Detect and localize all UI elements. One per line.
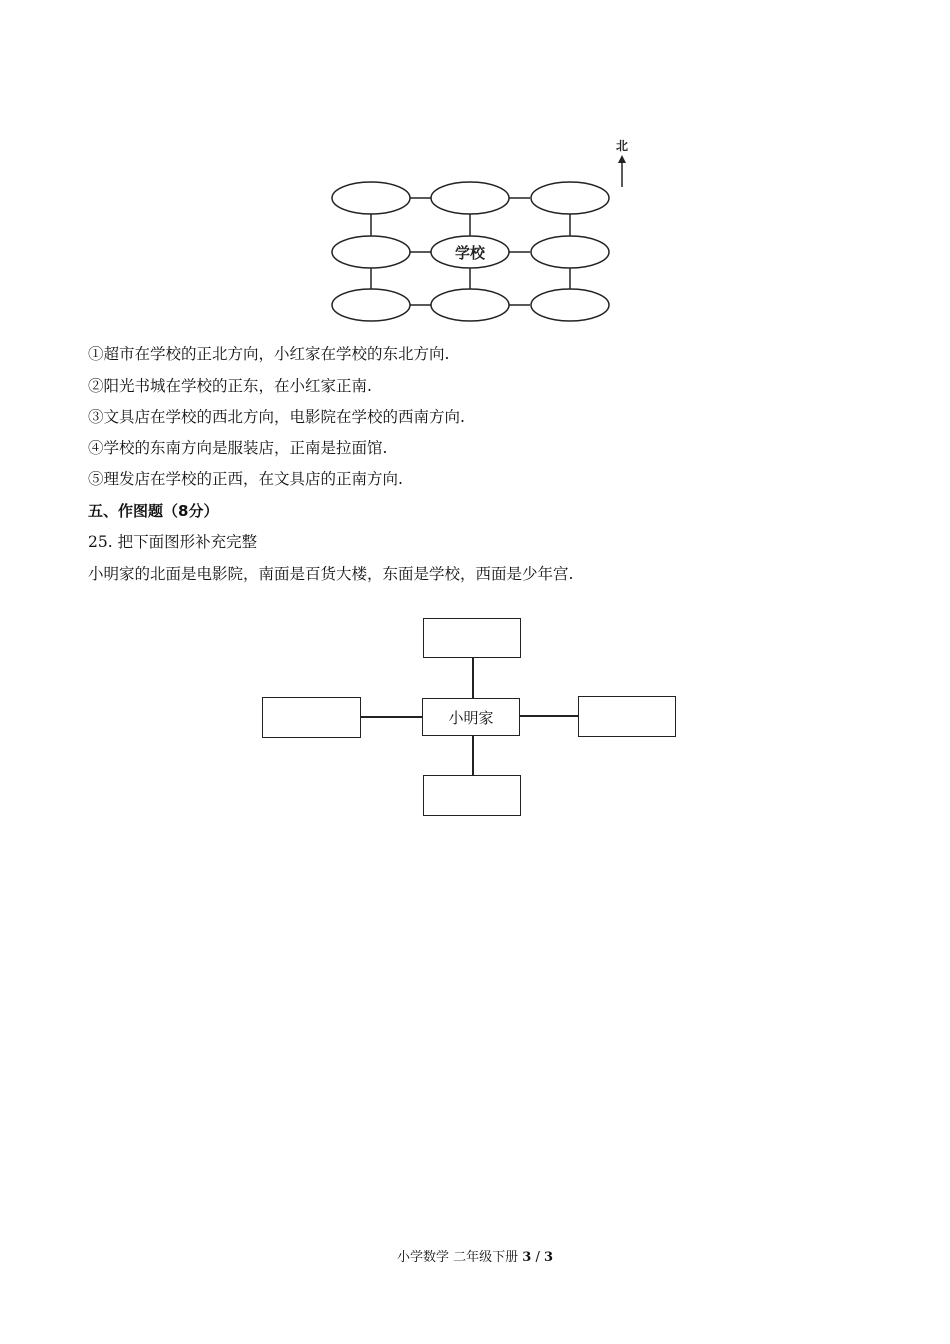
cross-connector-east <box>519 715 578 717</box>
north-box[interactable] <box>423 618 521 658</box>
footer-subject: 小学数学 二年级下册 <box>396 1250 519 1265</box>
map-slot-southwest <box>332 289 410 321</box>
cross-connector-west <box>360 716 422 718</box>
map-slot-east <box>531 236 609 268</box>
question-title: 25. 把下面图形补充完整 <box>88 533 258 551</box>
north-label: 北 <box>615 139 629 153</box>
cross-connector-north <box>472 657 474 699</box>
map-slot-northeast <box>531 182 609 214</box>
footer-separator: / <box>535 1250 540 1265</box>
east-box[interactable] <box>578 696 676 737</box>
footer-page-current: 3 <box>522 1250 532 1265</box>
instruction-1: ①超市在学校的正北方向，小红家在学校的东北方向. <box>88 345 450 363</box>
map-slot-northwest <box>332 182 410 214</box>
instruction-3: ③文具店在学校的西北方向，电影院在学校的西南方向. <box>88 408 465 426</box>
map-center-label: 学校 <box>454 244 486 262</box>
map-slot-south <box>431 289 509 321</box>
footer-page-total: 3 <box>543 1250 554 1265</box>
school-map-diagram <box>320 130 640 330</box>
north-arrowhead-icon <box>618 155 626 163</box>
instruction-4: ④学校的东南方向是服装店，正南是拉面馆. <box>88 439 388 457</box>
center-box-label: 小明家 <box>448 708 494 727</box>
center-box <box>422 698 520 736</box>
instruction-5: ⑤理发店在学校的正西，在文具店的正南方向. <box>88 470 403 488</box>
south-box[interactable] <box>423 775 521 816</box>
question-description: 小明家的北面是电影院，南面是百货大楼，东面是学校，西面是少年宫. <box>88 565 574 583</box>
map-slot-west <box>332 236 410 268</box>
cross-connector-south <box>472 735 474 776</box>
map-slot-north <box>431 182 509 214</box>
section-title: 五、作图题（8分） <box>88 502 219 520</box>
page-footer <box>0 1246 950 1265</box>
map-slot-southeast <box>531 289 609 321</box>
instruction-2: ②阳光书城在学校的正东，在小红家正南. <box>88 377 372 395</box>
west-box[interactable] <box>262 697 361 738</box>
